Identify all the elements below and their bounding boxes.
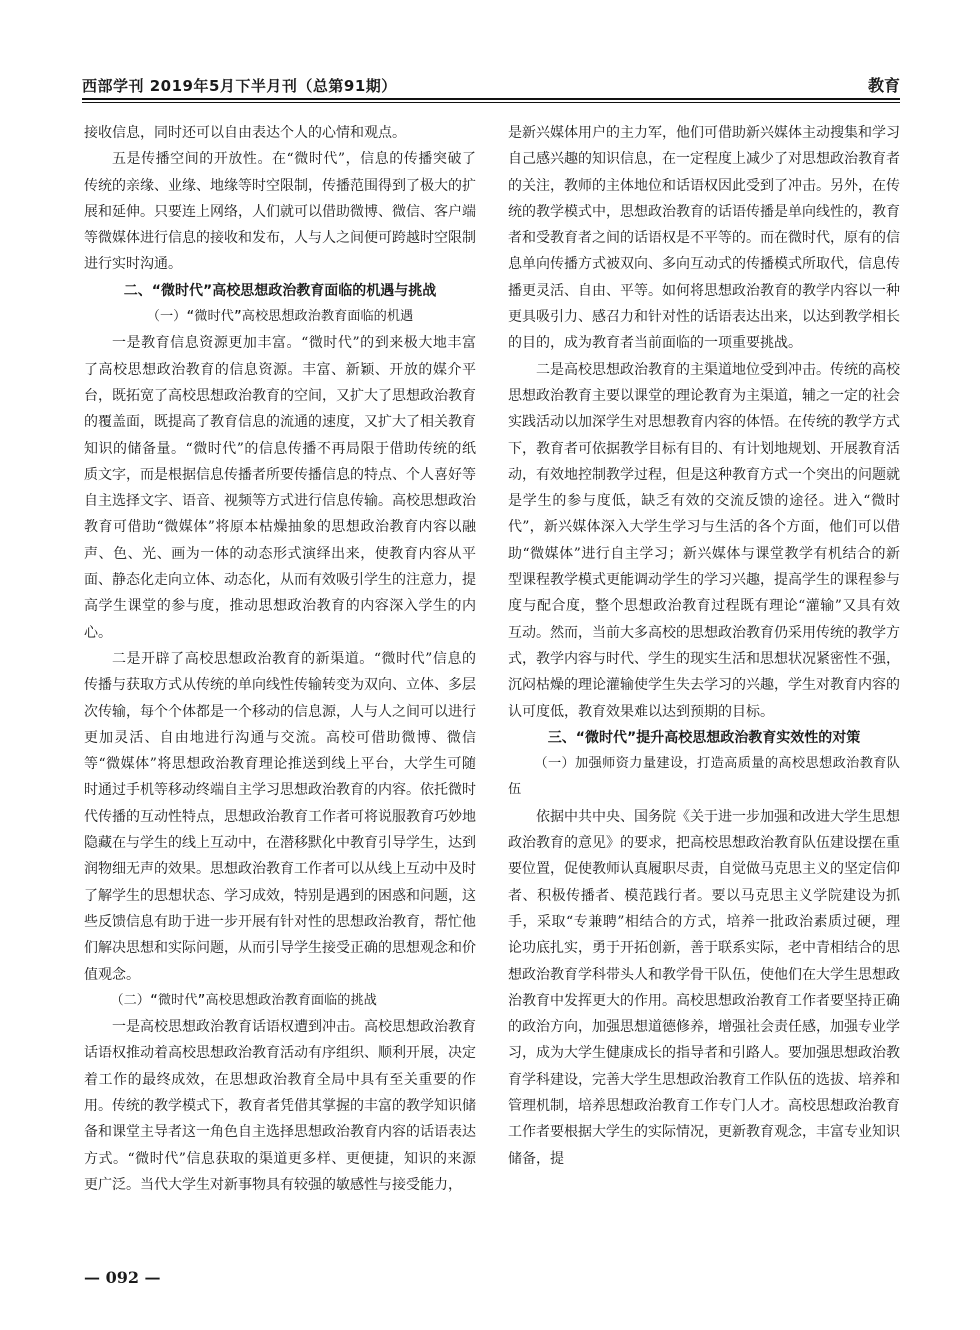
header-rule-thin: [82, 102, 900, 103]
header-rule: [82, 98, 900, 100]
paragraph: 依据中共中央、国务院《关于进一步加强和改进大学生思想政治教育的意见》的要求，把高校思想政治教育队伍建设摆在重要位置，促使教师认真履职尽责，自觉做马克思主义的坚定信仰者、积极传播者、模范践行者。要以马克思主义学院建设为抓手，采取“专兼聘”相结合的方式，培养一批政治素质过硬，理论功底扎实，勇于开拓创新，善于联系实际，老中青相结合的思想政治教育学科带头人和教学骨干队伍，使他们在大学生思想政治教育中发挥更大的作用。高校思想政治教育工作者要坚持正确的政治方向，加强思想道德修养，增强社会责任感，加强专业学习，成为大学生健康成长的指导者和引路人。要加强思想政治教育学科建设，完善大学生思想政治教育工作队伍的选拔、培养和管理机制，培养思想政治教育工作专门人才。高校思想政治教育工作者要根据大学生的实际情况，更新教育观念，丰富专业知识储备，提: [508, 808, 900, 1167]
section-heading: 三、“微时代”提升高校思想政治教育实效性的对策: [547, 729, 861, 746]
right-column: [508, 120, 900, 1270]
section-heading: 二、“微时代”高校思想政治教育面临的机遇与挑战: [123, 282, 437, 299]
section-label: 教育: [867, 76, 900, 95]
paragraph: 二是高校思想政治教育的主渠道地位受到冲击。传统的高校思想政治教育主要以课堂的理论教育为主渠道，辅之一定的社会实践活动以加深学生对思想教育内容的体悟。在传统的教学方式下，教育者可依据教学目标有目的、有计划地规划、开展教育活动，有效地控制教学过程，但是这种教育方式一个突出的问题就是学生的参与度低，缺乏有效的交流反馈的途径。进入“微时代”，新兴媒体深入大学生学习与生活的各个方面，他们可以借助“微媒体”进行自主学习；新兴媒体与课堂教学有机结合的新型课程教学模式更能调动学生的学习兴趣，提高学生的课程参与度与配合度，整个思想政治教育过程既有理论“灌输”又具有效互动。然而，当前大多高校的思想政治教育仍采用传统的教学方式，教学内容与时代、学生的现实生活和思想状况紧密性不强，沉闷枯燥的理论灌输使学生失去学习的兴趣，学生对教育内容的认可度低，教育效果难以达到预期的目标。: [508, 361, 900, 720]
subsection-heading: （一）加强师资力量建设，打造高质量的高校思想政治教育队伍: [508, 756, 900, 798]
paragraph: 是新兴媒体用户的主力军，他们可借助新兴媒体主动搜集和学习自己感兴趣的知识信息，在一定程度上减少了对思想政治教育者的关注，教师的主体地位和话语权因此受到了冲击。另外，在传统的教学模式中，思想政治教育的话语传播是单向线性的，教育者和受教育者之间的话语权是不平等的。而在微时代，原有的信息单向传播方式被双向、多向互动式的传播模式所取代，信息传播更灵活、自由、平等。如何将思想政治教育的教学内容以一种更具吸引力、感召力和针对性的话语表达出来，以达到教学相长的目的，成为教育者当前面临的一项重要挑战。: [508, 125, 900, 352]
running-header: [82, 74, 900, 98]
subsection-heading: （二）“微时代”高校思想政治教育面临的挑战: [110, 992, 377, 1008]
paragraph: 二是开辟了高校思想政治教育的新渠道。“微时代”信息的传播与获取方式从传统的单向线性传输转变为双向、立体、多层次传输，每个个体都是一个移动的信息源，人与人之间可以进行更加灵活、自由地进行沟通与交流。高校可借助微博、微信等“微媒体”将思想政治教育理论推送到线上平台，大学生可随时通过手机等移动终端自主学习思想政治教育的内容。依托微时代传播的互动性特点，思想政治教育工作者可将说服教育巧妙地隐藏在与学生的线上互动中，在潜移默化中教育引导学生，达到润物细无声的效果。思想政治教育工作者可以从线上互动中及时了解学生的思想状态、学习成效，特别是遇到的困惑和问题，这些反馈信息有助于进一步开展有针对性的思想政治教育，帮忙他们解决思想和实际问题，从而引导学生接受正确的思想观念和价值观念。: [84, 650, 476, 983]
paragraph: 接收信息，同时还可以自由表达个人的心情和观点。: [84, 125, 406, 141]
journal-title: 西部学刊 2019年5月下半月刊（总第91期）: [82, 77, 397, 95]
left-column: [84, 120, 476, 1270]
paragraph: 一是高校思想政治教育话语权遭到冲击。高校思想政治教育话语权推动着高校思想政治教育活动有序组织、顺利开展，决定着工作的最终成效，在思想政治教育全局中具有至关重要的作用。传统的教学模式下，教育者凭借其掌握的丰富的教学知识储备和课堂主导者这一角色自主选择思想政治教育内容的话语表达方式。“微时代”信息获取的渠道更多样、更便捷，知识的来源更广泛。当代大学生对新事物具有较强的敏感性与接受能力，: [84, 1019, 476, 1193]
subsection-heading: （一）“微时代”高校思想政治教育面临的机遇: [146, 309, 414, 325]
paragraph: 一是教育信息资源更加丰富。“微时代”的到来极大地丰富了高校思想政治教育的信息资源。丰富、新颖、开放的媒介平台，既拓宽了高校思想政治教育的空间，又扩大了思想政治教育的覆盖面，既提高了教育信息的流通的速度，又扩大了相关教育知识的储备量。“微时代”的信息传播不再局限于借助传统的纸质文字，而是根据信息传播者所要传播信息的特点、个人喜好等自主选择文字、语音、视频等方式进行信息传输。高校思想政治教育可借助“微媒体”将原本枯燥抽象的思想政治教育内容以融声、色、光、画为一体的动态形式演绎出来，使教育内容从平面、静态化走向立体、动态化，从而有效吸引学生的注意力，提高学生课堂的参与度，推动思想政治教育的内容深入学生的内心。: [84, 335, 476, 641]
paragraph: 五是传播空间的开放性。在“微时代”，信息的传播突破了传统的亲缘、业缘、地缘等时空限制，传播范围得到了极大的扩展和延伸。只要连上网络，人们就可以借助微博、微信、客户端等微媒体进行信息的接收和发布，人与人之间便可跨越时空限制进行实时沟通。: [84, 151, 476, 273]
page-number: — 092 —: [84, 1268, 161, 1287]
